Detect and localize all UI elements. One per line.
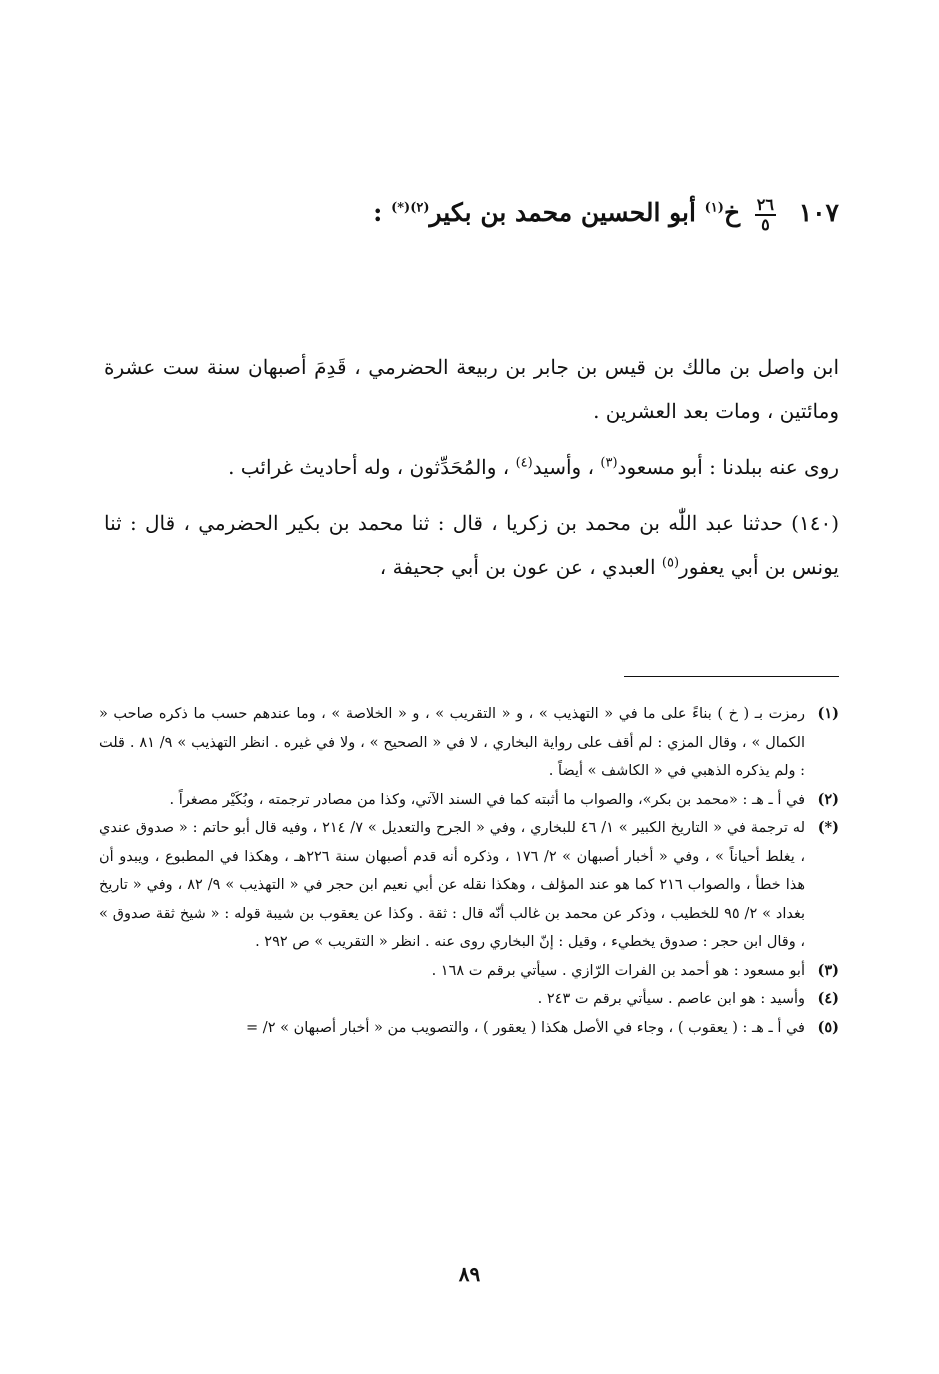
fraction-top: ٢٦ <box>756 194 774 214</box>
footnote-mark: (٥) <box>817 1018 839 1036</box>
footnote-ref-3: (٣) <box>600 455 618 471</box>
bukhari-symbol: خ <box>723 198 741 227</box>
text-run: (١٤٠) حدثنا عبد اللّٰه بن محمد بن زكريا ، قال : ثنا محمد بن بكير الحضرمي ، قال : ثنا يونس بن أبي يعفور <box>104 511 839 579</box>
footnote-4 <box>99 985 839 1014</box>
hadith-paragraph <box>104 501 839 589</box>
footnote-mark: (٤) <box>817 990 839 1007</box>
text-run: ، والمُحَدِّثون ، وله أحاديث غرائب . <box>228 455 516 479</box>
volume-page-fraction <box>755 196 776 234</box>
fraction-bottom: ٥ <box>761 214 770 234</box>
page-number: ٨٩ <box>458 1262 481 1286</box>
entry-number: ١٠٧ <box>798 198 839 227</box>
footnote-text: في أ ـ هـ : ( يعقوب ) ، وجاء في الأصل هكذا ( يعقور ) ، والتصويب من « أخبار أصبهان » ٢/ = <box>246 1019 805 1036</box>
footnote-text: وأسيد : هو ابن عاصم . سيأتي برقم ت ٢٤٣ . <box>537 991 805 1007</box>
text-run: العبدي ، عن عون بن أبي جحيفة ، <box>379 555 662 579</box>
footnotes <box>99 700 839 1042</box>
footnote-mark: (٢) <box>817 790 839 808</box>
footnote-5 <box>99 1014 839 1043</box>
footnote-text: له ترجمة في « التاريخ الكبير » ١/ ٤٦ للبخاري ، وفي « الجرح والتعديل » ٧/ ٢١٤ ، وفيه قال أبو حاتم : « صدوق عندي ، يغلط أحياناً » ، وفي « أخبار أصبهان » ٢/ ١٧٦ ، وذكره أنه قدم أصبهان سنة ٢٢٦هـ ، وهكذا في المطبوع ، ويبدو أن هذا خطأ ، والصواب ٢١٦ كما هو عند المؤلف ، وهكذا نقله عن أبي نعيم ابن حجر في « التهذيب » ٩/ ٨٢ ، وفي « تاريخ بغداد » ٢/ ٩٥ للخطيب ، وذكر عن محمد بن غالب أنّه قال : ثقة . وكذا عن يعقوب بن شيبة قوله : « شيخ ثقة صدوق » ، وقال ابن حجر : صدوق يخطيء ، وقيل : إنّ البخاري روى عنه . انظر « التقريب » ص ٢٩٢ . <box>99 820 806 950</box>
footnote-mark: (١) <box>817 705 839 722</box>
footnote-separator <box>624 676 839 677</box>
biography-paragraph: ابن واصل بن مالك بن قيس بن جابر بن ربيعة الحضرمي ، قَدِمَ أصبهان سنة ست عشرة ومائتين ، ومات بعد العشرين . <box>104 355 839 423</box>
narrator-name: أبو الحسين محمد بن بكير <box>429 198 696 227</box>
footnote-text: رمزت بـ ( خ ) بناءً على ما في « التهذيب » ، و « التقريب » ، و « الخلاصة » ، وما عندهم حسب ما ذكره صاحب « الكمال » ، وقال المزي : لم أقف على رواية البخاري ، لا في « الصحيح » ، ولا في غيره . انظر التهذيب » ٩/ ٨١ . قلت : ولم يذكره الذهبي في « الكاشف » أيضاً . <box>99 706 805 779</box>
footnote-2 <box>99 786 839 815</box>
main-text <box>104 345 839 601</box>
footnote-mark: (٣) <box>817 961 839 979</box>
footnote-ref-2-star: (٢)(*) <box>391 200 430 216</box>
heading-colon: : <box>373 198 383 227</box>
footnote-ref-1: (١) <box>704 200 724 216</box>
footnote-text: أبو مسعود : هو أحمد بن الفرات الرّازي . سيأتي برقم ت ١٦٨ . <box>431 962 805 979</box>
entry-heading <box>300 188 839 238</box>
narrators-paragraph <box>104 445 839 489</box>
footnote-ref-4: (٤) <box>515 455 533 471</box>
footnote-1 <box>99 700 839 786</box>
text-run: روى عنه ببلدنا : أبو مسعود <box>617 455 839 479</box>
footnote-star <box>99 814 839 957</box>
text-run: ، وأسيد <box>532 455 601 479</box>
footnote-3 <box>99 957 839 986</box>
footnote-ref-5: (٥) <box>661 555 680 571</box>
footnote-mark: (*) <box>817 819 839 836</box>
footnote-text: في أ ـ هـ : «محمد بن بكر»، والصواب ما أثبته كما في السند الآتي، وكذا من مصادر ترجمته ، وبُكَيْر مصغراً . <box>169 791 805 808</box>
